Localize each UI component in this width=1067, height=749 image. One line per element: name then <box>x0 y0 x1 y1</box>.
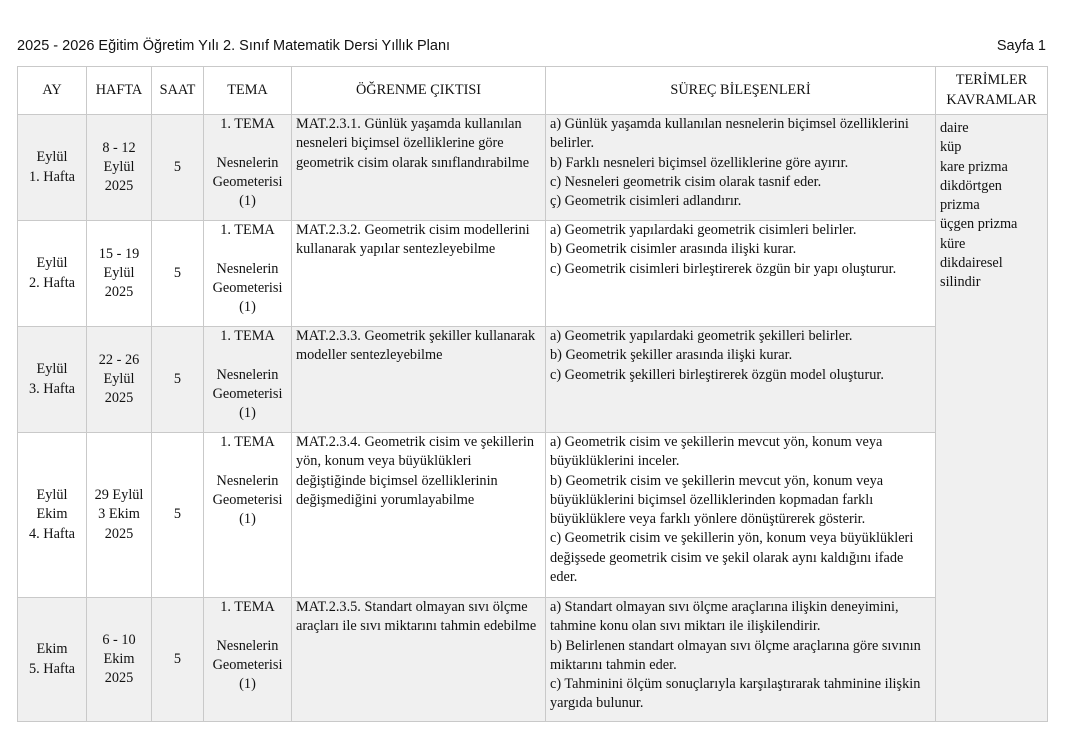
surec-item: a) Geometrik yapılardaki geometrik şekilleri belirler. <box>550 328 853 344</box>
table-row <box>18 433 1048 598</box>
term-item: küp <box>940 139 962 156</box>
cell-ay: Ekim 5. Hafta <box>18 598 87 722</box>
surec-item: a) Standart olmayan sıvı ölçme araçlarına ilişkin deneyimini, tahmine konu olan sıvı miktarı ile ilişkilendirir. <box>550 599 899 635</box>
cell-terimler-kavramlar <box>936 115 1048 722</box>
term-item: dikdörtgen prizma <box>940 177 1002 214</box>
table-row <box>18 598 1048 722</box>
yearly-plan-table <box>17 66 1048 722</box>
cell-surec-bilesenleri <box>546 115 936 221</box>
table-row <box>18 327 1048 433</box>
cell-ogrenme-ciktisi: MAT.2.3.1. Günlük yaşamda kullanılan nesneleri biçimsel özelliklerine göre geometrik cisim olarak sınıflandırabilme <box>292 115 546 221</box>
term-item: küre <box>940 235 966 252</box>
surec-item: c) Geometrik cisim ve şekillerin yön, konum veya büyüklükleri değişsede geometrik cisim ve şekil olarak aynı kaldığını ifade eder. <box>550 530 914 586</box>
cell-ay: Eylül 2. Hafta <box>18 221 87 327</box>
cell-saat: 5 <box>152 598 204 722</box>
surec-item: c) Tahminini ölçüm sonuçlarıyla karşılaştırarak tahminine ilişkin yargıda bulunur. <box>550 676 921 712</box>
column-header-saat: SAAT <box>152 67 204 115</box>
cell-hafta: 22 - 26 Eylül 2025 <box>87 327 152 433</box>
cell-hafta: 8 - 12 Eylül 2025 <box>87 115 152 221</box>
term-item: üçgen prizma <box>940 216 1018 233</box>
term-item: kare prizma <box>940 158 1008 175</box>
surec-item: b) Farklı nesneleri biçimsel özelliklerine göre ayırır. <box>550 154 849 171</box>
page-header <box>17 38 1046 58</box>
cell-tema: 1. TEMA Nesnelerin Geometerisi (1) <box>204 221 292 327</box>
surec-item: b) Geometrik şekiller arasında ilişki kurar. <box>550 347 793 364</box>
cell-ogrenme-ciktisi: MAT.2.3.4. Geometrik cisim ve şekillerin yön, konum veya büyüklükleri değiştiğinde biçimsel özelliklerinin değişmediğini yorumlayabilme <box>292 433 546 598</box>
cell-surec-bilesenleri <box>546 433 936 598</box>
cell-ay: Eylül 1. Hafta <box>18 115 87 221</box>
column-header-hafta: HAFTA <box>87 67 152 115</box>
cell-saat: 5 <box>152 327 204 433</box>
cell-tema: 1. TEMA Nesnelerin Geometerisi (1) <box>204 598 292 722</box>
column-header-ay: AY <box>18 67 87 115</box>
surec-item: ç) Geometrik cisimleri adlandırır. <box>550 193 742 210</box>
surec-item: b) Belirlenen standart olmayan sıvı ölçme araçlarına göre sıvının miktarını tahmin eder. <box>550 637 921 673</box>
cell-hafta: 6 - 10 Ekim 2025 <box>87 598 152 722</box>
page-number: Sayfa 1 <box>996 38 1046 54</box>
cell-hafta: 15 - 19 Eylül 2025 <box>87 221 152 327</box>
column-header-surec: SÜREÇ BİLEŞENLERİ <box>546 67 936 115</box>
table-row <box>18 115 1048 221</box>
term-item: daire <box>940 120 969 136</box>
terms-list <box>940 119 1043 293</box>
cell-tema: 1. TEMA Nesnelerin Geometerisi (1) <box>204 115 292 221</box>
column-header-ogrenme: ÖĞRENME ÇIKTISI <box>292 67 546 115</box>
surec-item: a) Geometrik cisim ve şekillerin mevcut yön, konum veya büyüklüklerini inceler. <box>550 434 883 470</box>
surec-item: c) Nesneleri geometrik cisim olarak tasnif eder. <box>550 173 822 190</box>
cell-ogrenme-ciktisi: MAT.2.3.3. Geometrik şekiller kullanarak modeller sentezleyebilme <box>292 327 546 433</box>
cell-saat: 5 <box>152 433 204 598</box>
surec-item: b) Geometrik cisimler arasında ilişki kurar. <box>550 241 797 258</box>
cell-hafta: 29 Eylül 3 Ekim 2025 <box>87 433 152 598</box>
cell-surec-bilesenleri <box>546 327 936 433</box>
cell-surec-bilesenleri <box>546 221 936 327</box>
cell-ay: Eylül Ekim 4. Hafta <box>18 433 87 598</box>
term-item: dikdairesel silindir <box>940 255 1003 291</box>
cell-saat: 5 <box>152 115 204 221</box>
cell-ogrenme-ciktisi: MAT.2.3.5. Standart olmayan sıvı ölçme araçları ile sıvı miktarını tahmin edebilme <box>292 598 546 722</box>
cell-tema: 1. TEMA Nesnelerin Geometerisi (1) <box>204 327 292 433</box>
column-header-terimler: TERİMLER KAVRAMLAR <box>936 67 1048 115</box>
cell-saat: 5 <box>152 221 204 327</box>
cell-tema: 1. TEMA Nesnelerin Geometerisi (1) <box>204 433 292 598</box>
surec-item: b) Geometrik cisim ve şekillerin mevcut yön, konum veya büyüklüklerini biçimsel özelliklerinden kopmadan farklı büyüklüklere veya farklı yönlere dönüştürerek gösterir. <box>550 472 884 528</box>
table-header-row <box>18 67 1048 115</box>
surec-item: c) Geometrik cisimleri birleştirerek özgün bir yapı oluşturur. <box>550 260 897 277</box>
column-header-tema: TEMA <box>204 67 292 115</box>
table-row <box>18 221 1048 327</box>
surec-item: c) Geometrik şekilleri birleştirerek özgün model oluşturur. <box>550 366 884 383</box>
cell-surec-bilesenleri <box>546 598 936 722</box>
cell-ogrenme-ciktisi: MAT.2.3.2. Geometrik cisim modellerini kullanarak yapılar sentezleyebilme <box>292 221 546 327</box>
surec-item: a) Günlük yaşamda kullanılan nesnelerin biçimsel özelliklerini belirler. <box>550 116 909 152</box>
surec-item: a) Geometrik yapılardaki geometrik cisimleri belirler. <box>550 222 857 238</box>
cell-ay: Eylül 3. Hafta <box>18 327 87 433</box>
document-title: 2025 - 2026 Eğitim Öğretim Yılı 2. Sınıf Matematik Dersi Yıllık Planı <box>17 38 451 54</box>
